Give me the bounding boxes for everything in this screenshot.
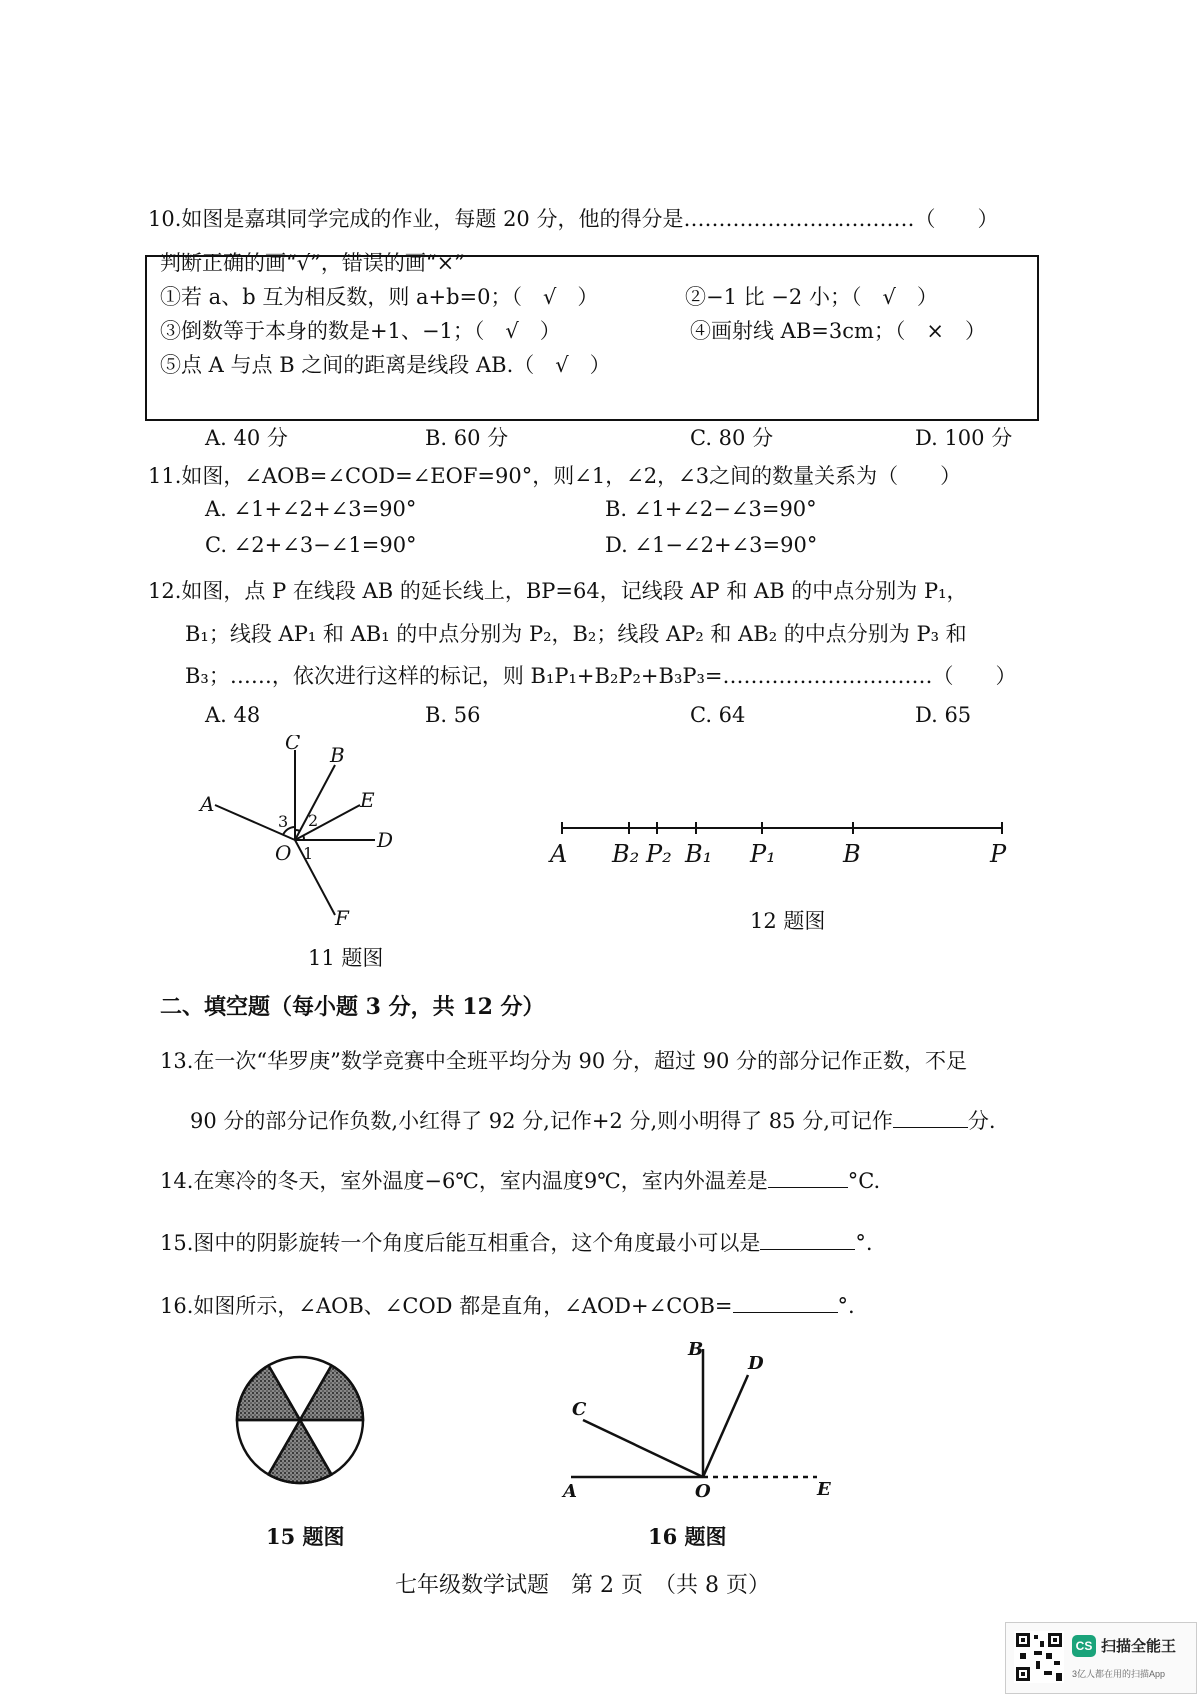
q16-caption: 16 题图 bbox=[648, 1524, 727, 1549]
q12-label-p1: P₁ bbox=[750, 840, 776, 868]
q12-label-b: B bbox=[843, 840, 861, 868]
q11-stem: 11.如图，∠AOB=∠COD=∠EOF=90°，则∠1，∠2，∠3之间的数量关系为（ ） bbox=[148, 464, 962, 488]
q16-answer-blank[interactable] bbox=[733, 1294, 838, 1313]
q11-angle-1: 1 bbox=[303, 844, 314, 863]
q13-answer-blank[interactable] bbox=[893, 1109, 968, 1128]
q11-label-b: B bbox=[330, 743, 345, 767]
q10-option-a: A. 40 分 bbox=[205, 426, 288, 450]
q10-item-4: ④画射线 AB=3cm；（ × ） bbox=[690, 319, 986, 343]
q12-figure bbox=[540, 810, 1020, 880]
q11-angle-3: 3 bbox=[278, 812, 289, 831]
q11-figure bbox=[195, 735, 415, 935]
q11-option-d: D. ∠1−∠2+∠3=90° bbox=[605, 533, 818, 557]
q15-unit: °. bbox=[855, 1231, 873, 1255]
q10-item-5: ⑤点 A 与点 B 之间的距离是线段 AB.（ √ ） bbox=[160, 353, 611, 377]
q16-line bbox=[160, 1290, 855, 1320]
q12-label-a: A bbox=[550, 840, 568, 868]
scanner-subtitle: 3亿人都在用的扫描App bbox=[1072, 1669, 1166, 1679]
q16-label-d: D bbox=[748, 1353, 764, 1374]
q11-caption: 11 题图 bbox=[308, 946, 384, 970]
q16-label-b: B bbox=[688, 1339, 704, 1360]
q10-option-c: C. 80 分 bbox=[690, 426, 774, 450]
q12-line-1: 12.如图，点 P 在线段 AB 的延长线上，BP=64，记线段 AP 和 AB 的中点分别为 P₁， bbox=[148, 579, 968, 603]
q11-label-d: D bbox=[377, 828, 394, 852]
q14-unit: °C. bbox=[847, 1169, 881, 1193]
q14-line bbox=[160, 1165, 880, 1195]
q13-line-2 bbox=[190, 1105, 996, 1135]
q12-caption: 12 题图 bbox=[750, 909, 826, 933]
q11-label-c: C bbox=[285, 735, 301, 754]
q12-label-p2: P₂ bbox=[646, 840, 672, 868]
q15-caption: 15 题图 bbox=[266, 1524, 345, 1549]
q11-label-a: A bbox=[200, 792, 215, 816]
q15-answer-blank[interactable] bbox=[760, 1231, 855, 1250]
camscanner-logo-icon: CS bbox=[1072, 1635, 1096, 1657]
q13-line-2-text: 90 分的部分记作负数,小红得了 92 分,记作+2 分,则小明得了 85 分,可记作 bbox=[190, 1109, 893, 1133]
section-2-title: 二、填空题（每小题 3 分，共 12 分） bbox=[160, 994, 545, 1020]
q13-line-2-unit: 分. bbox=[967, 1109, 996, 1133]
q16-unit: °. bbox=[837, 1294, 855, 1318]
q10-option-b: B. 60 分 bbox=[425, 426, 509, 450]
q11-option-b: B. ∠1+∠2−∠3=90° bbox=[605, 497, 817, 521]
q12-line-3: B₃；……，依次进行这样的标记，则 B₁P₁+B₂P₂+B₃P₃=…………………………（ ） bbox=[185, 664, 1017, 688]
page-footer: 七年级数学试题 第 2 页 （共 8 页） bbox=[395, 1573, 770, 1598]
q10-item-2: ②−1 比 −2 小；（ √ ） bbox=[685, 285, 938, 309]
qr-code-icon bbox=[1014, 1631, 1064, 1683]
q12-option-a: A. 48 bbox=[205, 703, 261, 727]
q13-line-1: 13.在一次“华罗庚”数学竞赛中全班平均分为 90 分，超过 90 分的部分记作正数，不足 bbox=[160, 1049, 968, 1073]
q12-label-p: P bbox=[990, 840, 1007, 868]
q10-stem: 10.如图是嘉琪同学完成的作业，每题 20 分，他的得分是……………………………（ ） bbox=[148, 207, 999, 231]
scanner-title: 扫描全能王 bbox=[1101, 1638, 1177, 1655]
q16-text: 16.如图所示，∠AOB、∠COD 都是直角，∠AOD+∠COB= bbox=[160, 1294, 733, 1318]
q11-label-o: O bbox=[275, 841, 292, 865]
q10-item-1: ①若 a、b 互为相反数，则 a+b=0；（ √ ） bbox=[160, 285, 599, 309]
q12-option-b: B. 56 bbox=[425, 703, 481, 727]
q12-option-c: C. 64 bbox=[690, 703, 746, 727]
scanner-watermark bbox=[1005, 1622, 1197, 1694]
q16-label-o: O bbox=[695, 1481, 711, 1502]
q12-label-b2: B₂ bbox=[612, 840, 640, 868]
q16-label-e: E bbox=[817, 1479, 831, 1500]
q15-figure bbox=[220, 1340, 380, 1500]
q11-label-e: E bbox=[360, 788, 375, 812]
q11-option-c: C. ∠2+∠3−∠1=90° bbox=[205, 533, 417, 557]
q10-item-3: ③倒数等于本身的数是+1、−1；（ √ ） bbox=[160, 319, 561, 343]
q16-figure bbox=[555, 1335, 855, 1505]
q12-label-b1: B₁ bbox=[685, 840, 713, 868]
q14-answer-blank[interactable] bbox=[768, 1169, 848, 1188]
q15-line bbox=[160, 1227, 873, 1257]
q12-option-d: D. 65 bbox=[915, 703, 972, 727]
q16-label-c: C bbox=[572, 1399, 587, 1420]
q10-box-header: 判断正确的画“√”，错误的画“×” bbox=[160, 251, 465, 275]
q14-text: 14.在寒冷的冬天，室外温度−6℃，室内温度9℃，室内外温差是 bbox=[160, 1169, 768, 1193]
q16-label-a: A bbox=[563, 1481, 577, 1502]
q11-option-a: A. ∠1+∠2+∠3=90° bbox=[205, 497, 417, 521]
q10-option-d: D. 100 分 bbox=[915, 426, 1013, 450]
q11-angle-2: 2 bbox=[308, 811, 319, 830]
q12-line-2: B₁；线段 AP₁ 和 AB₁ 的中点分别为 P₂，B₂；线段 AP₂ 和 AB₂ 的中点分别为 P₃ 和 bbox=[185, 622, 967, 646]
q11-label-f: F bbox=[335, 906, 349, 930]
q15-text: 15.图中的阴影旋转一个角度后能互相重合，这个角度最小可以是 bbox=[160, 1231, 761, 1255]
